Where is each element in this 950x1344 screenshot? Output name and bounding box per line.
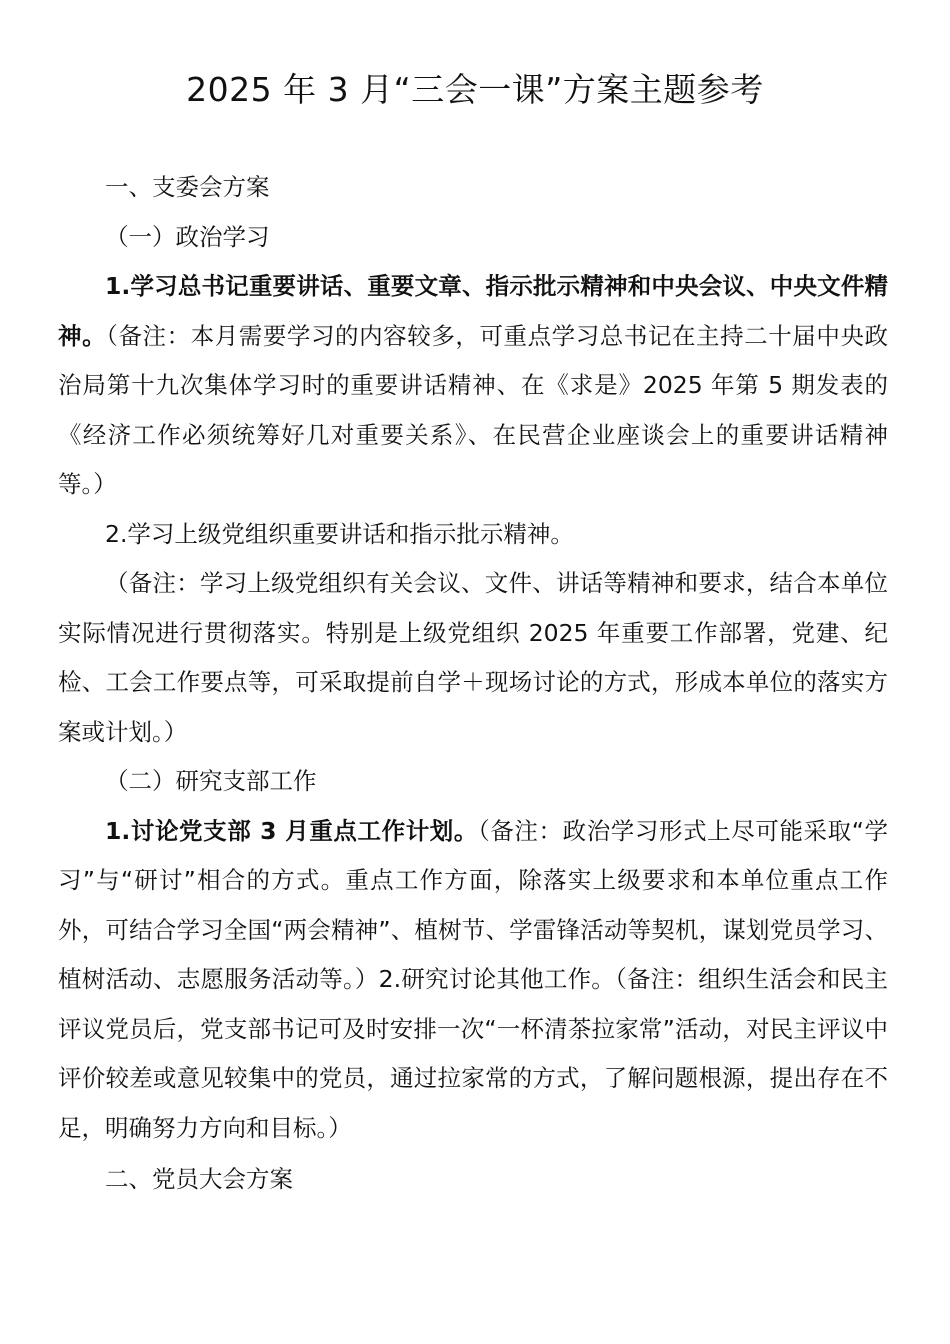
document-title: 2025 年 3 月“三会一课”方案主题参考 <box>186 70 764 109</box>
document-body <box>58 163 888 1205</box>
paragraph-item-2: 2.学习上级党组织重要讲话和指示批示精神。 <box>105 519 574 548</box>
paragraph-item-2-note: （备注：学习上级党组织有关会议、文件、讲话等精神和要求，结合本单位实际情况进行贯彻落实。特别是上级党组织 2025 年重要工作部署，党建、纪检、工会工作要点等，可采取提前自学＋现场讨论的方式，形成本单位的落实方案或计划。） <box>58 569 888 746</box>
item-3-heading: 1.讨论党支部 3 月重点工作计划。 <box>105 816 478 845</box>
section-heading-1: 一、支委会方案 <box>105 173 270 201</box>
subsection-heading-branch-work: （二）研究支部工作 <box>105 767 317 795</box>
item-3-note: （备注：政治学习形式上尽可能采取“学习”与“研讨”相合的方式。重点工作方面，除落实上级要求和本单位重点工作外，可结合学习全国“两会精神”、植树节、学雷锋活动等契机，谋划党员学习、植树活动、志愿服务活动等。）2.研究讨论其他工作。（备注：组织生活会和民主评议党员后，党支部书记可及时安排一次“一杯清茶拉家常”活动，对民主评议中评价较差或意见较集中的党员，通过拉家常的方式，了解问题根源，提出存在不足，明确努力方向和目标。） <box>58 816 888 1142</box>
paragraph-item-3 <box>58 807 888 1154</box>
item-1-note: （备注：本月需要学习的内容较多，可重点学习总书记在主持二十届中央政治局第十九次集体学习时的重要讲话精神、在《求是》2025 年第 5 期发表的《经济工作必须统筹好几对重要关系》、在民营企业座谈会上的重要讲话精神等。） <box>58 321 889 498</box>
subsection-heading-political-study: （一）政治学习 <box>105 222 270 251</box>
item-1-heading: 1.学习总书记重要讲话、重要文章、指示批示精神和中央会议、中央文件精神。 <box>58 272 888 350</box>
section-heading-2: 二、党员大会方案 <box>105 1165 293 1193</box>
paragraph-item-1 <box>58 262 888 510</box>
